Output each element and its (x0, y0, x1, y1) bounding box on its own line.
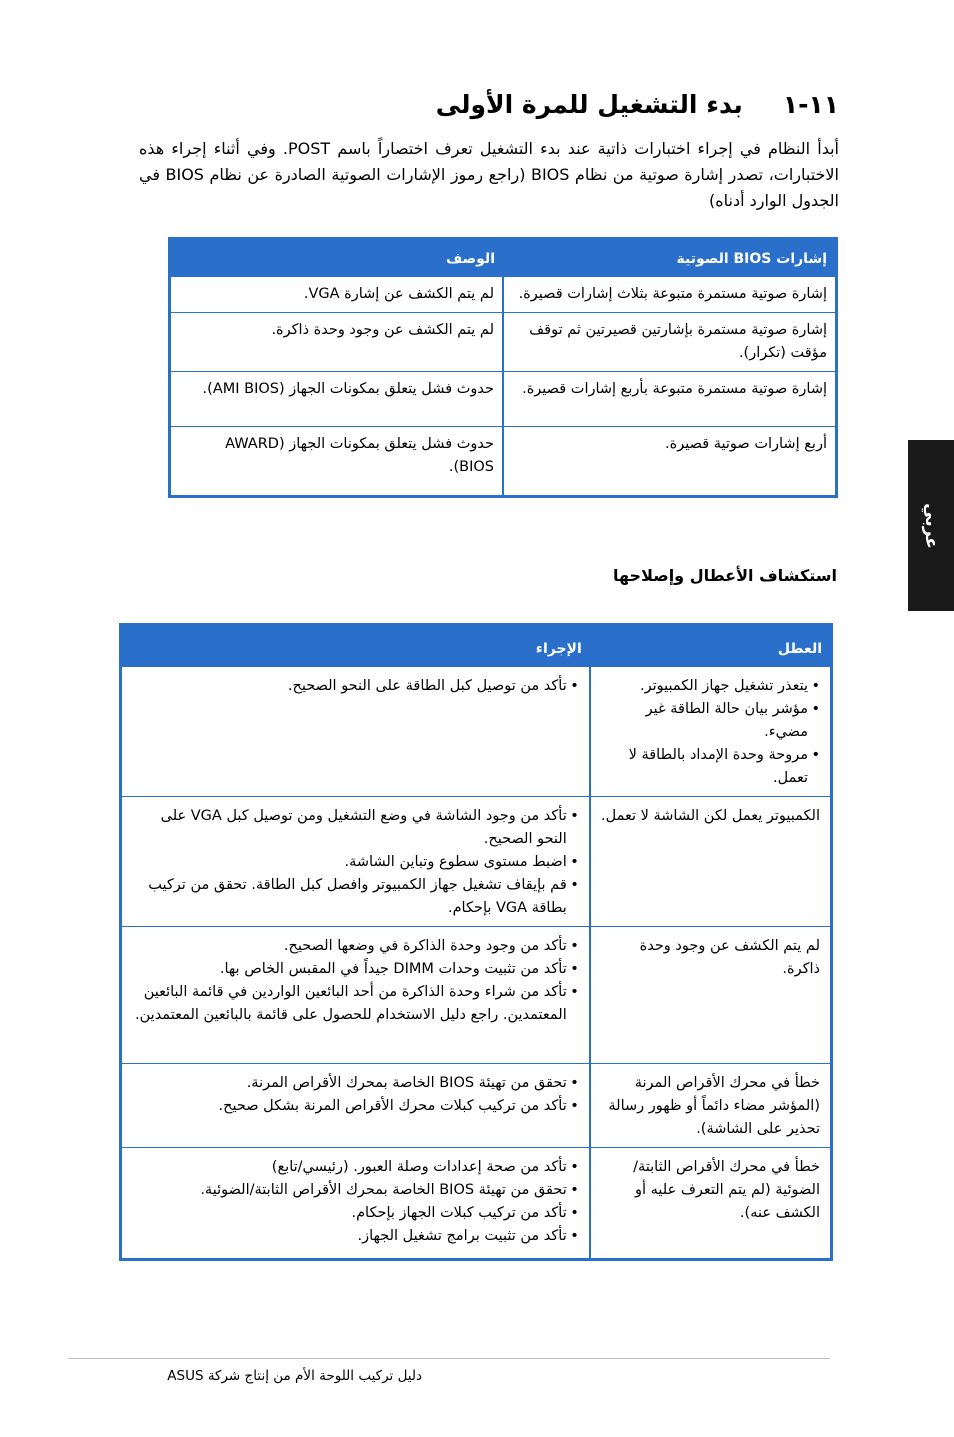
table-row (121, 927, 832, 1064)
problem-text: لم يتم الكشف عن وجود وحدة ذاكرة. (639, 938, 820, 977)
page-footer: دليل تركيب اللوحة الأم من إنتاج شركة ASUS (167, 1368, 422, 1384)
beep-description-cell: حدوث فشل يتعلق بمكونات الجهاز (AWARD BIOS). (225, 436, 494, 475)
bios-beep-table (168, 237, 838, 498)
action-cell (121, 1064, 590, 1148)
action-item: • تأكد من وجود وحدة الذاكرة في وضعها الصحيح. (132, 935, 579, 958)
action-item: • تأكد من تركيب كبلات محرك الأقراص المرنة بشكل صحيح. (132, 1095, 579, 1118)
action-list (132, 1072, 579, 1118)
problem-cell (590, 797, 832, 927)
table-row (121, 797, 832, 927)
header-signal: إشارات BIOS الصوتية (503, 239, 837, 278)
header-action: الإجراء (121, 625, 590, 668)
action-item: • اضبط مستوى سطوع وتباين الشاشة. (132, 851, 579, 874)
language-side-tab (908, 440, 954, 611)
action-item: • تأكد من تثبيت برامج تشغيل الجهاز. (132, 1225, 579, 1248)
troubleshooting-title: استكشاف الأعطال وإصلاحها (612, 566, 837, 585)
table-row (170, 372, 837, 427)
header-description: الوصف (170, 239, 504, 278)
beep-signal-cell: إشارة صوتية مستمرة متبوعة بأربع إشارات قصيرة. (503, 372, 837, 427)
action-item: • تأكد من وجود الشاشة في وضع التشغيل ومن توصيل كبل VGA على النحو الصحيح. (132, 805, 579, 851)
header-problem: العطل (590, 625, 832, 668)
action-item: • تأكد من تركيب كبلات الجهاز بإحكام. (132, 1202, 579, 1225)
action-item: • تحقق من تهيئة BIOS الخاصة بمحرك الأقراص المرنة. (132, 1072, 579, 1095)
action-item: • تأكد من تثبيت وحدات DIMM جيداً في المقبس الخاص بها. (132, 958, 579, 981)
beep-description-cell: حدوث فشل يتعلق بمكونات الجهاز (AMI BIOS). (170, 372, 504, 427)
problem-item: • يتعذر تشغيل جهاز الكمبيوتر. (601, 675, 820, 698)
action-item: • تأكد من شراء وحدة الذاكرة من أحد البائعين الواردين في قائمة البائعين المعتمدين. راجع دليل الاستخدام للحصول على قائمة بالبائعين المعتمدين. (132, 981, 579, 1027)
problem-text: خطأ في محرك الأقراص الثابتة/الضوئية (لم يتم التعرف عليه أو الكشف عنه). (633, 1159, 820, 1221)
action-cell (121, 797, 590, 927)
table-row (121, 1064, 832, 1148)
problem-cell (590, 927, 832, 1064)
action-list (132, 935, 579, 1027)
action-cell (121, 1148, 590, 1260)
problem-item: • مؤشر بيان حالة الطاقة غير مضيء. (601, 698, 820, 744)
table-row (121, 1148, 832, 1260)
section-number: ١١-١ (782, 90, 839, 119)
action-item: • تحقق من تهيئة BIOS الخاصة بمحرك الأقراص الثابتة/الضوئية. (132, 1179, 579, 1202)
table-row (170, 313, 837, 372)
beep-description-cell: لم يتم الكشف عن إشارة VGA. (170, 277, 504, 313)
table-row (170, 277, 837, 313)
intro-paragraph: أبدأ النظام في إجراء اختبارات ذاتية عند بدء التشغيل تعرف اختصاراً باسم POST. وفي أثناء إجراء هذه الاختبارات، تصدر إشارة صوتية من نظام BIOS (راجع رموز الإشارات الصوتية الصادرة عن نظام BIOS في الجدول الوارد أدناه) (139, 139, 839, 210)
beep-description-cell: لم يتم الكشف عن وجود وحدة ذاكرة. (170, 313, 504, 372)
action-cell (121, 927, 590, 1064)
table-row (170, 427, 837, 497)
beep-signal-cell: إشارة صوتية مستمرة متبوعة بثلاث إشارات قصيرة. (503, 277, 837, 313)
troubleshooting-rows (121, 667, 832, 1260)
table-row (121, 667, 832, 797)
problem-text: خطأ في محرك الأقراص المرنة (المؤشر مضاء دائماً أو ظهور رسالة تحذير على الشاشة). (608, 1075, 820, 1137)
problem-cell (590, 1148, 832, 1260)
action-item: • تأكد من صحة إعدادات وصلة العبور. (رئيسي/تابع) (132, 1156, 579, 1179)
action-item: • قم بإيقاف تشغيل جهاز الكمبيوتر وافصل كبل الطاقة. تحقق من تركيب بطاقة VGA بإحكام. (132, 874, 579, 920)
side-tab-label: عربي (921, 502, 941, 549)
beep-signal-cell: إشارة صوتية مستمرة بإشارتين قصيرتين ثم توقف مؤقت (تكرار). (503, 313, 837, 372)
problem-cell (590, 1064, 832, 1148)
action-item: • تأكد من توصيل كبل الطاقة على النحو الصحيح. (132, 675, 579, 698)
problem-text: الكمبيوتر يعمل لكن الشاشة لا تعمل. (600, 808, 820, 824)
section-title: بدء التشغيل للمرة الأولى (435, 90, 743, 119)
problem-cell (590, 667, 832, 797)
footer-divider (68, 1358, 830, 1359)
action-list (132, 805, 579, 920)
beep-signal-cell: أربع إشارات صوتية قصيرة. (503, 427, 837, 497)
problem-item: • مروحة وحدة الإمداد بالطاقة لا تعمل. (601, 744, 820, 790)
problem-list (601, 675, 820, 790)
action-list (132, 1156, 579, 1248)
page-heading (139, 88, 839, 122)
action-list (132, 675, 579, 698)
action-cell (121, 667, 590, 797)
troubleshooting-table (119, 623, 833, 1261)
